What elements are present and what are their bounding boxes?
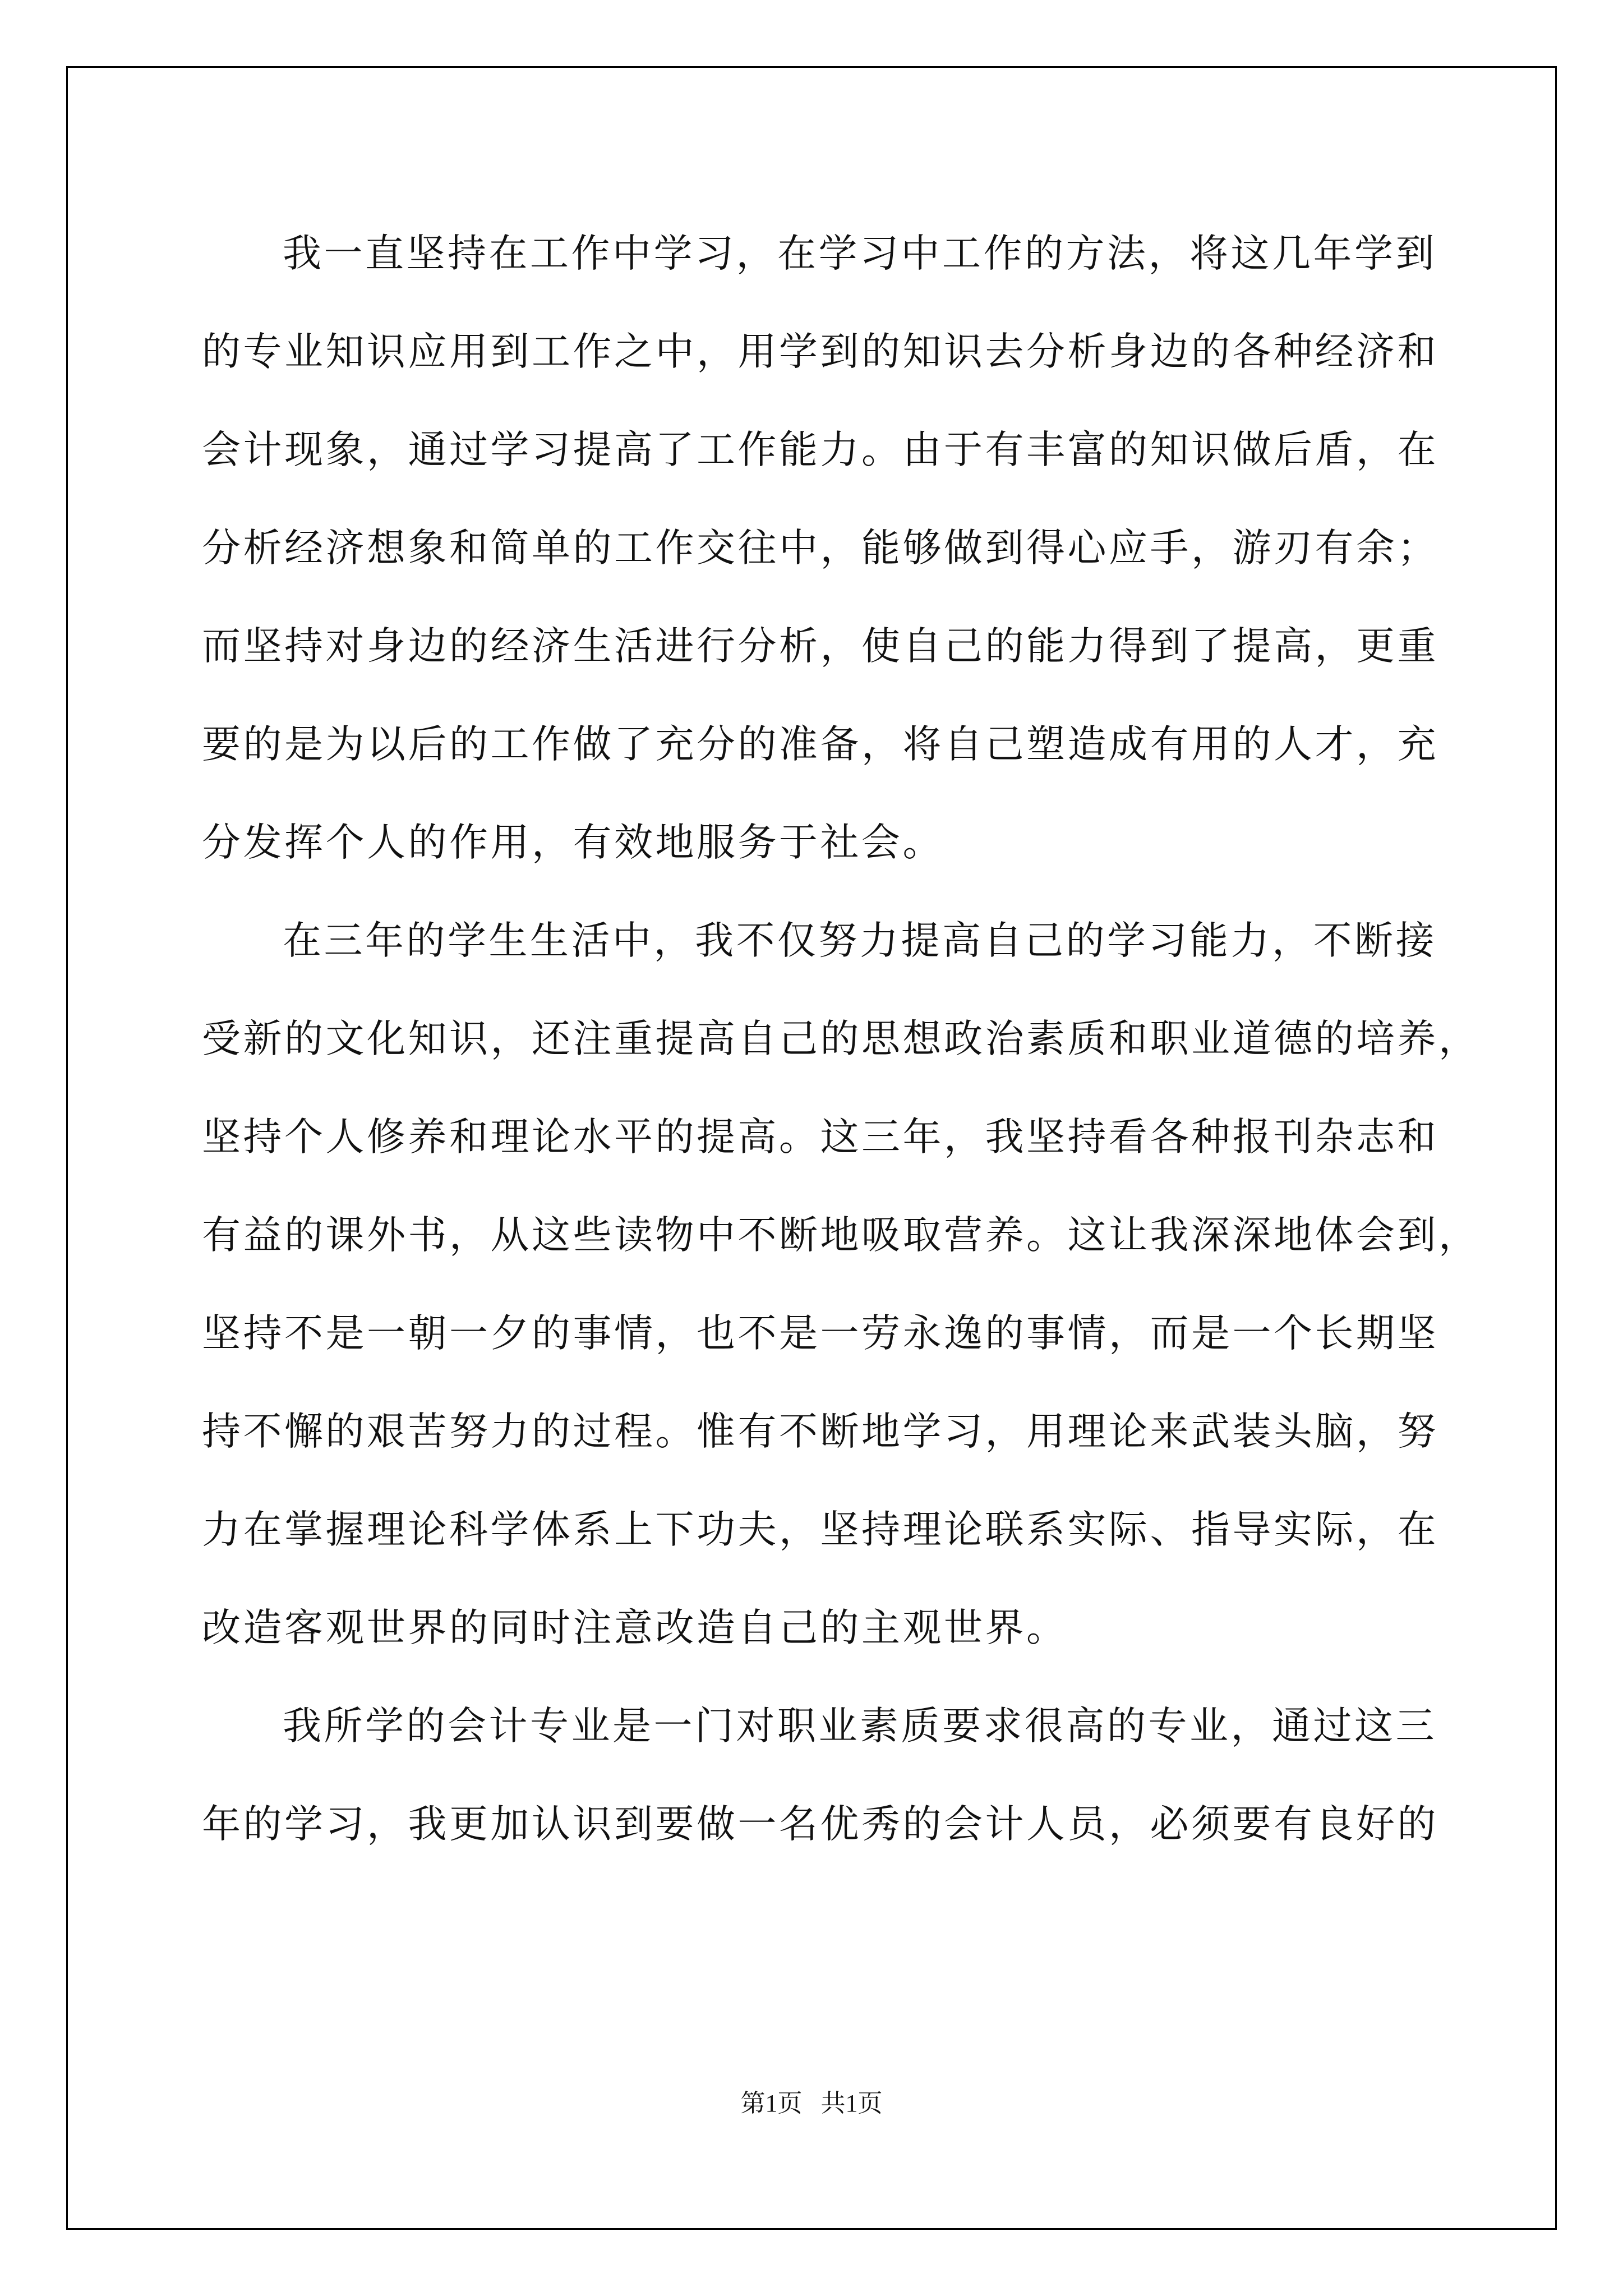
text-line: 分发挥个人的作用，有效地服务于社会。 [202,820,944,865]
text-line: 在三年的学生生活中，我不仅努力提高自己的学习能力，不断接 [283,918,1437,963]
text-line: 持不懈的艰苦努力的过程。惟有不断地学习，用理论来武装头脑，努 [202,1409,1438,1454]
text-line: 受新的文化知识，还注重提高自己的思想政治素质和职业道德的培养， [202,1016,1480,1061]
text-line: 要的是为以后的工作做了充分的准备，将自己塑造成有用的人才，充 [202,722,1438,767]
text-line: 而坚持对身边的经济生活进行分析，使自己的能力得到了提高，更重 [202,624,1438,669]
text-line: 会计现象，通过学习提高了工作能力。由于有丰富的知识做后盾，在 [202,427,1438,472]
text-line: 我一直坚持在工作中学习，在学习中工作的方法，将这几年学到 [283,231,1437,276]
text-line: 有益的课外书，从这些读物中不断地吸取营养。这让我深深地体会到， [202,1213,1480,1258]
text-line: 年的学习，我更加认识到要做一名优秀的会计人员，必须要有良好的 [202,1802,1438,1847]
page-footer: 第1页 共1页 [740,2090,883,2117]
text-line: 坚持个人修养和理论水平的提高。这三年，我坚持看各种报刊杂志和 [202,1115,1438,1159]
text-line: 分析经济想象和简单的工作交往中，能够做到得心应手，游刃有余； [202,526,1438,570]
text-line: 我所学的会计专业是一门对职业素质要求很高的专业，通过这三 [283,1704,1437,1749]
text-line: 坚持不是一朝一夕的事情，也不是一劳永逸的事情，而是一个长期坚 [202,1311,1438,1356]
text-line: 力在掌握理论科学体系上下功夫，坚持理论联系实际、指导实际，在 [202,1507,1438,1552]
text-line: 改造客观世界的同时注意改造自己的主观世界。 [202,1605,1068,1650]
text-line: 的专业知识应用到工作之中，用学到的知识去分析身边的各种经济和 [202,329,1438,374]
